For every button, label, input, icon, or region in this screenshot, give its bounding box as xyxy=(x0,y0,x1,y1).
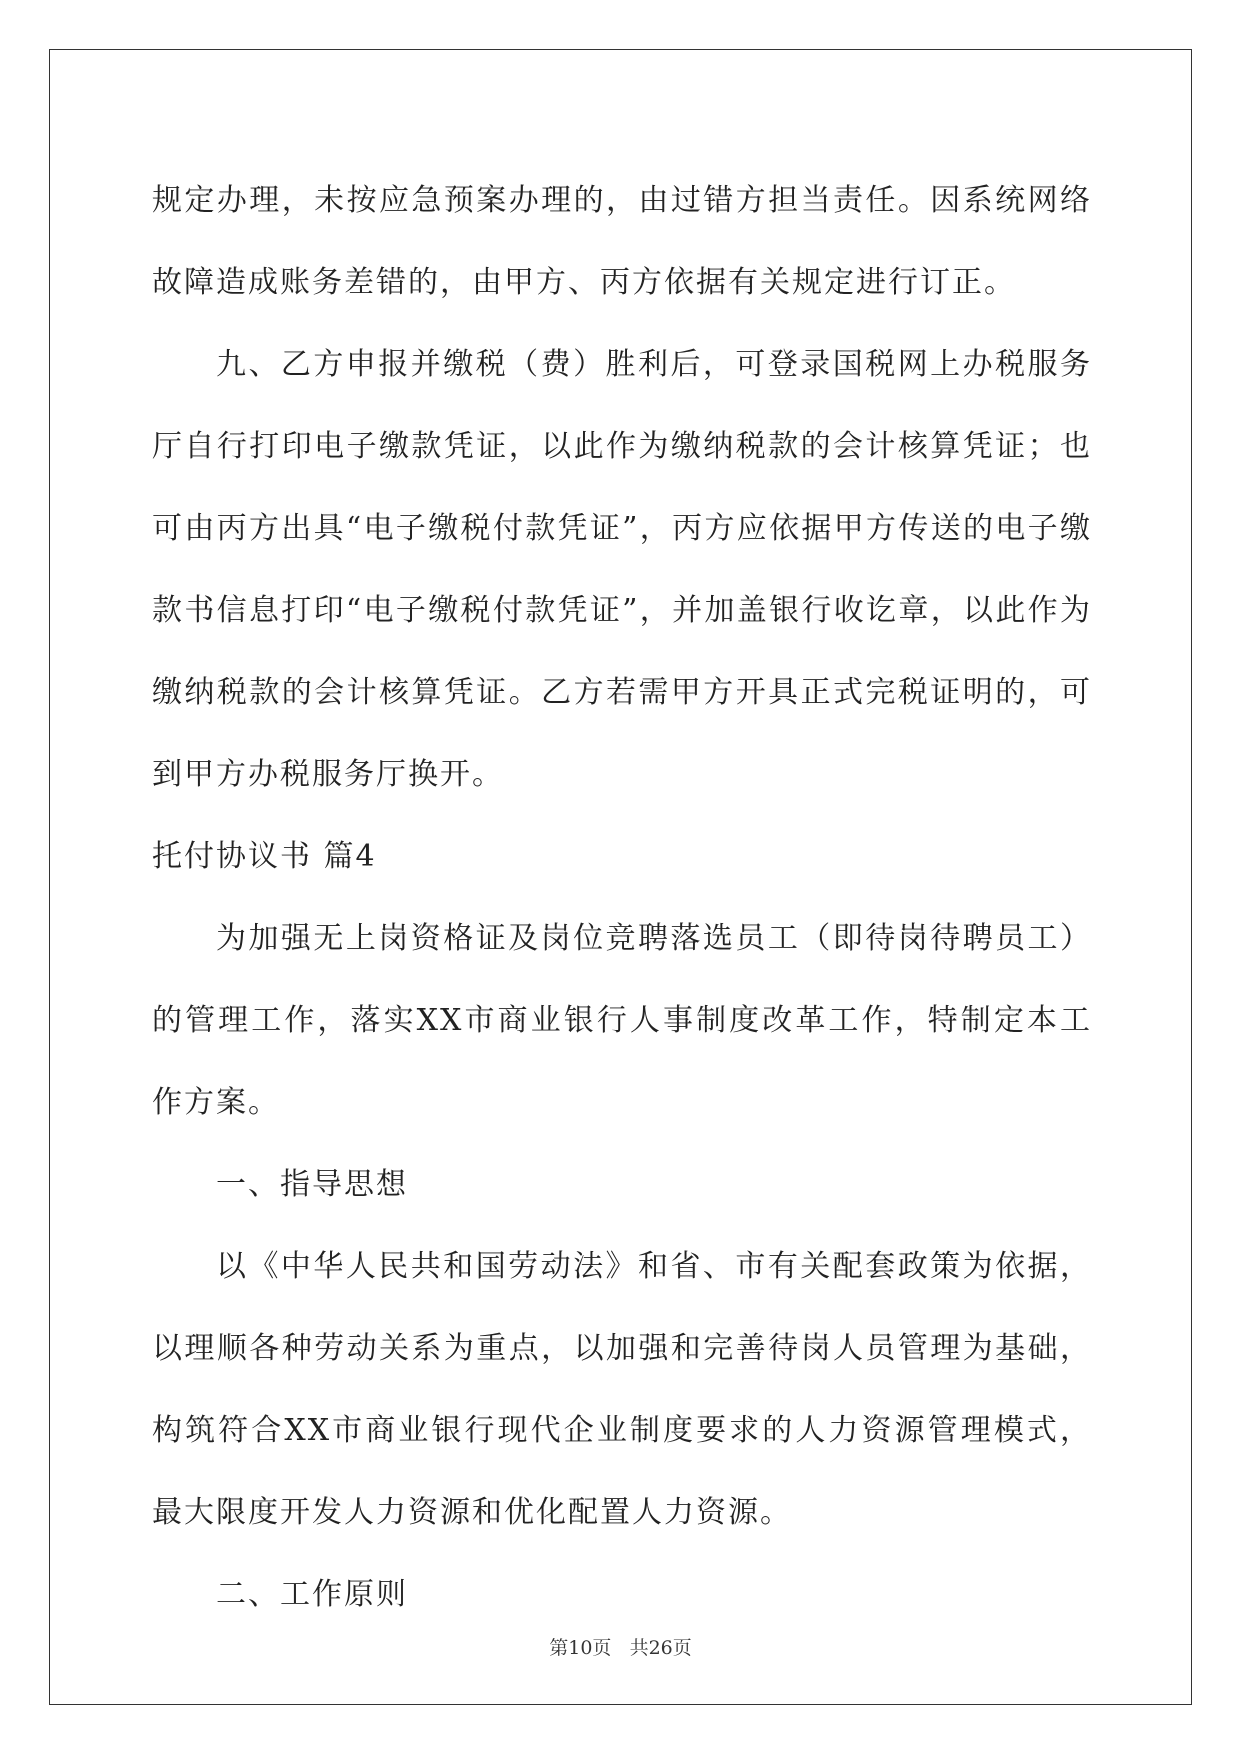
paragraph-3: 为加强无上岗资格证及岗位竞聘落选员工（即待岗待聘员工）的管理工作，落实XX市商业银行人事制度改革工作，特制定本工作方案。 xyxy=(152,921,1092,1120)
page-number: 第10页 xyxy=(549,1637,612,1659)
paragraph-4: 一、指导思想 xyxy=(216,1167,408,1202)
paragraph-6: 二、工作原则 xyxy=(216,1577,408,1612)
paragraph-2: 九、乙方申报并缴税（费）胜利后，可登录国税网上办税服务厅自行打印电子缴款凭证，以此作为缴纳税款的会计核算凭证；也可由丙方出具“电子缴税付款凭证”，丙方应依据甲方传送的电子缴款书信息打印“电子缴税付款凭证”，并加盖银行收讫章，以此作为缴纳税款的会计核算凭证。乙方若需甲方开具正式完税证明的，可到甲方办税服务厅换开。 xyxy=(152,347,1092,792)
paragraph-1: 规定办理，未按应急预案办理的，由过错方担当责任。因系统网络故障造成账务差错的，由甲方、丙方依据有关规定进行订正。 xyxy=(152,183,1092,300)
paragraph-5: 以《中华人民共和国劳动法》和省、市有关配套政策为依据，以理顺各种劳动关系为重点，以加强和完善待岗人员管理为基础，构筑符合XX市商业银行现代企业制度要求的人力资源管理模式，最大限度开发人力资源和优化配置人力资源。 xyxy=(152,1249,1092,1530)
page-footer xyxy=(0,1633,1241,1660)
section-heading: 托付协议书 篇4 xyxy=(152,839,377,874)
document-body xyxy=(152,160,1092,1636)
page-total: 共26页 xyxy=(629,1637,692,1659)
